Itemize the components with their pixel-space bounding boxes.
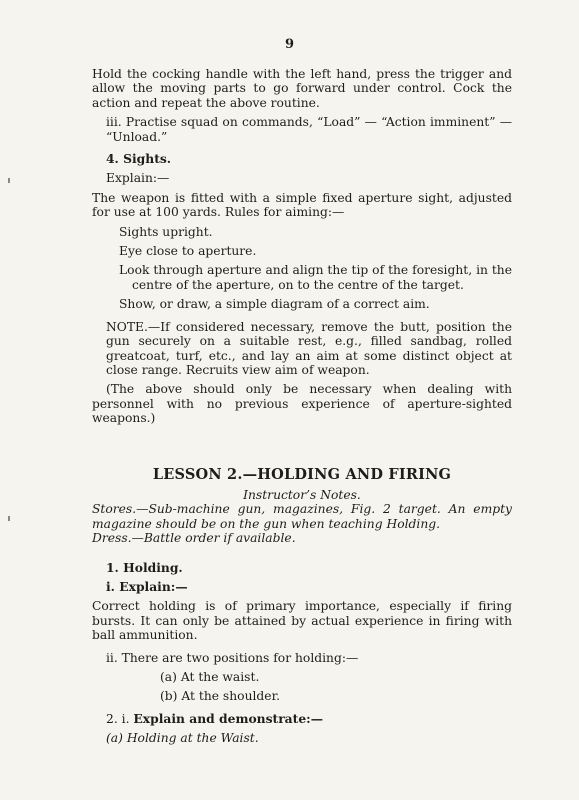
holding-position: (b) At the shoulder. [160,689,281,704]
holding-explain-text: i. Explain:— [106,578,188,594]
lesson-title: LESSON 2.—HOLDING AND FIRING [152,465,452,483]
holding-at-waist: (a) Holding at the Waist. [106,731,259,746]
page-content [92,67,512,746]
page-number: 9 [284,37,295,52]
aiming-rule: Look through aperture and align the tip of the foresight, in the centre of the aperture, on to the centre of the target. [119,263,512,292]
instructor-notes-heading: Instructor’s Notes. [243,487,361,502]
note-paragraph: NOTE.—If considered necessary, remove the butt, position the gun securely on a suitable rest, e.g., filled sandbag, rolled greatcoat, turf, etc., and lay an aim at some distinct object at close range. Recruits view aim of weapon. [106,319,512,377]
holding-explain-label [92,580,512,594]
cocking-paragraph: Hold the cocking handle with the left hand, press the trigger and allow the moving parts to go forward under control. Cock the action and repeat the above routine. [92,67,512,110]
margin-mark [8,178,10,183]
section-sights-title: 4. Sights. [106,151,172,167]
sights-body: The weapon is fitted with a simple fixed aperture sight, adjusted for use at 100 yards. Rules for aiming:— [92,190,512,220]
aiming-rule: Eye close to aperture. [119,244,257,259]
sights-explain-label: Explain:— [106,171,170,186]
margin-mark [8,516,10,521]
aperture-note: (The above should only be necessary when dealing with personnel with no previous experience of aperture-sighted weapons.) [92,382,512,426]
practise-commands: iii. Practise squad on commands, “Load” — “Action imminent” — “Unload.” [106,115,512,144]
aiming-rule: Sights upright. [119,224,213,239]
stores-line: Stores.—Sub-machine gun, magazines, Fig. 2 target. An empty magazine should be on the gun when teaching Holding. [92,502,512,531]
holding-positions-intro: ii. There are two positions for holding:— [106,650,359,665]
explain-demonstrate-line [92,712,512,726]
aiming-rule: Show, or draw, a simple diagram of a correct aim. [119,297,430,312]
holding-position: (a) At the waist. [160,670,260,684]
holding-body: Correct holding is of primary importance, especially if firing bursts. It can only be attained by actual experience in firing with ball ammunition. [92,599,512,643]
explain-demonstrate-label: Explain and demonstrate:— [133,710,323,726]
section-holding-title: 1. Holding. [106,559,183,575]
dress-line: Dress.—Battle order if available. [92,531,296,546]
explain-demonstrate-prefix: 2. i. [106,711,134,726]
